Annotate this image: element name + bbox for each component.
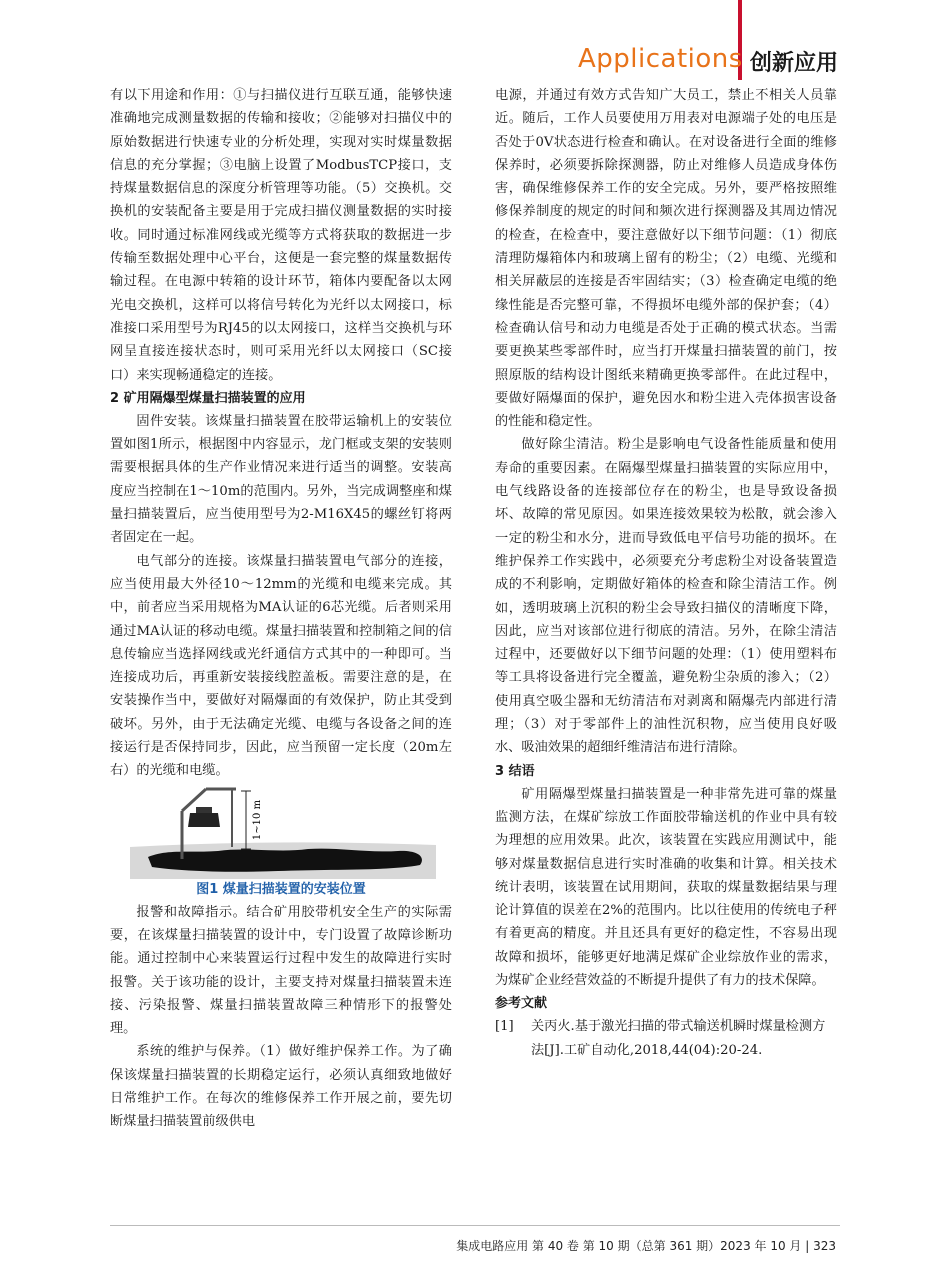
left-column: [110, 84, 452, 1134]
page-footer: 集成电路应用 第 40 卷 第 10 期（总第 361 期）2023 年 10 月 | 323: [456, 1239, 836, 1253]
section-heading: 3 结语: [495, 763, 535, 779]
figure-caption: 图1 煤量扫描装置的安装位置: [196, 881, 366, 897]
reference-item: [495, 1015, 837, 1062]
body-paragraph: 系统的维护与保养。（1）做好维护保养工作。为了确保该煤量扫描装置的长期稳定运行，必须认真细致地做好日常维护工作。在每次的维修保养工作开展之前，要先切断煤量扫描装置前级供电: [110, 1044, 452, 1130]
references-heading: 参考文献: [495, 996, 548, 1012]
body-paragraph: 报警和故障指示。结合矿用胶带机安全生产的实际需要，在该煤量扫描装置的设计中，专门设置了故障诊断功能。通过控制中心来装置运行过程中发生的故障进行实时报警。关于该功能的设计，主要支持对煤量扫描装置未连接、污染报警、煤量扫描装置故障三种情形下的报警处理。: [110, 904, 452, 1037]
right-column: [495, 84, 837, 1062]
header-title: [578, 44, 839, 80]
body-paragraph: 电源，并通过有效方式告知广大员工，禁止不相关人员靠近。随后，工作人员要使用万用表对电源端子处的电压是否处于0V状态进行检查和确认。在对设备进行全面的维修保养时，必须要拆除探测器，防止对维修人员造成身体伤害，确保维修保养工作的安全完成。另外，要严格按照维修保养制度的规定的时间和频次进行探测器及其周边情况的检查，在检查中，要注意做好以下细节问题：（1）彻底清理防爆箱体内和玻璃上留有的粉尘；（2）电缆、光缆和相关屏蔽层的连接是否牢固结实；（3）检查确定电缆的绝缘性能是否完整可靠，不得损坏电缆外部的保护套；（4）检查确认信号和动力电缆是否处于正确的模式状态。当需要更换某些零部件时，应当打开煤量扫描装置的前门，按照原版的结构设计图纸来精确更换零部件。在此过程中，要做好隔爆面的保护，避免因水和粉尘进入壳体损害设备的性能和稳定性。: [495, 88, 837, 430]
section-label-en: Applications: [578, 44, 743, 74]
footer-rule: [110, 1225, 840, 1226]
reference-number: [1]: [495, 1019, 514, 1035]
body-paragraph: 电气部分的连接。该煤量扫描装置电气部分的连接，应当使用最大外径10～12mm的光缆和电缆来完成。其中，前者应当采用规格为MA认证的6芯光缆。后者则采用通过MA认证的移动电缆。煤量扫描装置和控制箱之间的信息传输应当选择网线或光纤通信方式其中的一种即可。当连接成功后，再重新安装接线腔盖板。需要注意的是，在安装操作当中，要做好对隔爆面的有效保护，防止其受到破坏。另外，由于无法确定光缆、电缆与各设备之间的连接运行是否保持同步，因此，应当预留一定长度（20m左右）的光缆和电缆。: [110, 553, 452, 779]
scanner-device: [188, 813, 220, 827]
figure-1: [110, 787, 452, 901]
body-paragraph: 固件安装。该煤量扫描装置在胶带运输机上的安装位置如图1所示，根据图中内容显示，龙门框或支架的安装则需要根据具体的生产作业情况来进行适当的调整。安装高度应当控制在1～10m的范围内。另外，当完成调整座和煤量扫描装置后，应当使用型号为2-M16X45的螺丝钉将两者固定在一起。: [110, 413, 452, 546]
body-paragraph: 矿用隔爆型煤量扫描装置是一种非常先进可靠的煤量监测方法，在煤矿综放工作面胶带输送机的作业中具有较为理想的应用效果。此次，该装置在实践应用测试中，能够对煤量数据信息进行实时准确的收集和计算。相关技术统计表明，该装置在试用期间，获取的煤量数据结果与理论计算值的误差在2%的范围内。比以往使用的传统电子秤有着更高的精度。并且还具有更好的稳定性，不容易出现故障和损坏，能够更好地满足煤矿企业综放作业的需求，为煤矿企业经营效益的不断提升提供了有力的技术保障。: [495, 786, 837, 988]
section-label-cn: 创新应用: [750, 51, 839, 76]
coal-load-shape: [148, 848, 422, 871]
reference-text: 关丙火.基于激光扫描的带式输送机瞬时煤量检测方法[J].工矿自动化,2018,44(04):20-24.: [531, 1019, 826, 1058]
scanner-mount: [196, 807, 212, 813]
body-paragraph: 做好除尘清洁。粉尘是影响电气设备性能质量和使用寿命的重要因素。在隔爆型煤量扫描装置的实际应用中，电气线路设备的连接部位存在的粉尘，也是导致设备损坏、故障的常见原因。如果连接效果较为松散，就会渗入一定的粉尘和水分，进而导致低电平信号功能的损坏。在维护保养工作实践中，必须要充分考虑粉尘对设备装置造成的不利影响，定期做好箱体的检查和除尘清洁工作。例如，透明玻璃上沉积的粉尘会导致扫描仪的清晰度下降，因此，应当对该部位进行彻底的清洁。另外，在除尘清洁过程中，还要做好以下细节问题的处理：（1）使用塑料布等工具将设备进行完全覆盖，避免粉尘杂质的渗入；（2）使用真空吸尘器和无纺清洁布对剥离和隔爆壳内部进行清理；（3）对于零部件上的油性沉积物，应当使用良好吸水、吸油效果的超细纤维清洁布进行清除。: [495, 437, 837, 756]
height-label: 1~10 m: [252, 799, 263, 840]
body-paragraph: 有以下用途和作用：①与扫描仪进行互联互通，能够快速准确地完成测量数据的传输和接收；②能够对扫描仪中的原始数据进行快速专业的分析处理，实现对实时煤量数据信息的充分掌握；③电脑上设置了ModbusTCP接口，支持煤量数据信息的深度分析管理等功能。（5）交换机。交换机的安装配备主要是用于完成扫描仪测量数据的实时接收。同时通过标准网线或光缆等方式将获取的数据进一步传输至数据处理中心平台，这便是一套完整的煤量数据传输过程。在电源中转箱的设计环节，箱体内要配备以太网光电交换机，这样可以将信号转化为光纤以太网接口，标准接口采用型号为RJ45的以太网接口，这样当交换机与环网呈直接连接状态时，则可采用光纤以太网接口（SC接口）来实现畅通稳定的连接。: [110, 88, 452, 383]
section-heading: 2 矿用隔爆型煤量扫描装置的应用: [110, 390, 306, 406]
installation-diagram: [128, 787, 438, 879]
